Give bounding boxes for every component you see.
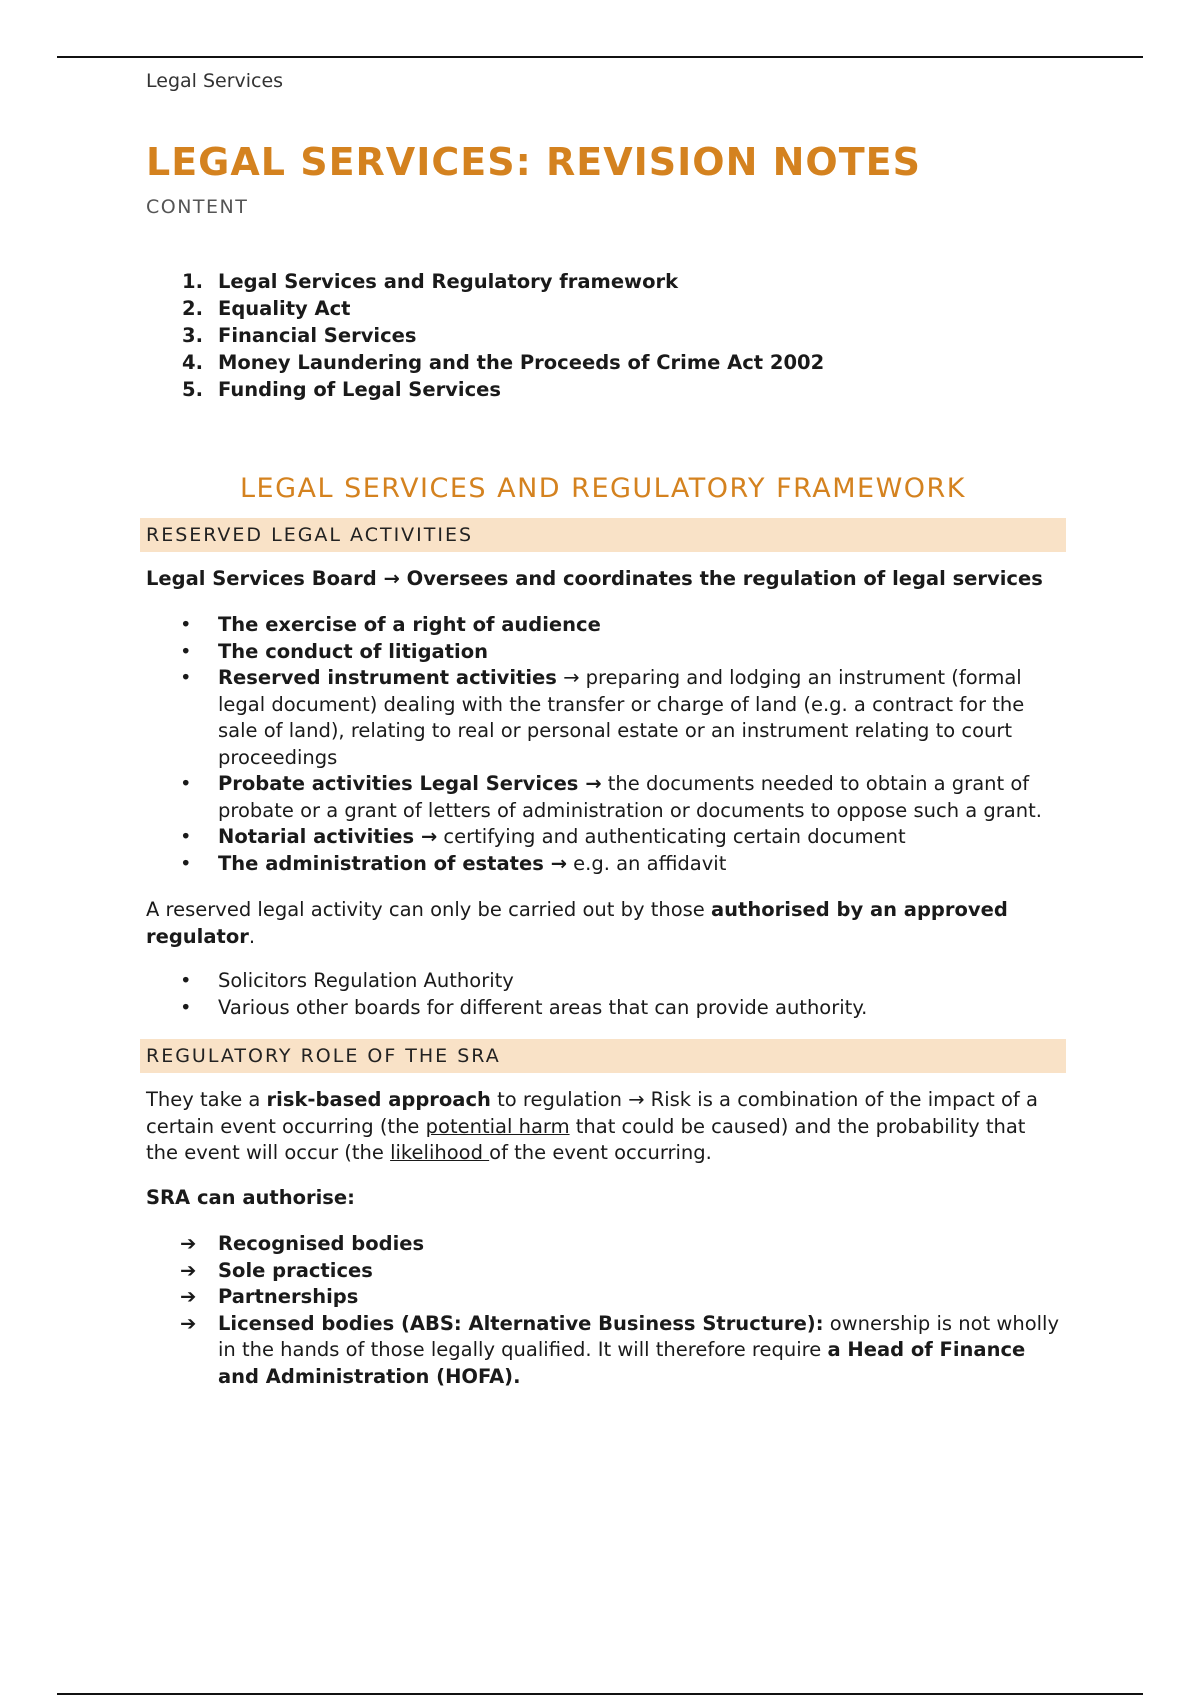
document-body [146, 140, 1060, 1390]
list-item: ➔ Sole practices [146, 1258, 1060, 1285]
reserved-paragraph: A reserved legal activity can only be carried out by those authorised by an approved regulator. [146, 898, 1008, 948]
sra-can-heading: SRA can authorise: [146, 1185, 355, 1209]
list-item: • The exercise of a right of audience [146, 612, 1060, 639]
toc-item: 1. Legal Services and Regulatory framework [182, 269, 679, 293]
lsb-paragraph: Legal Services Board → Oversees and coordinates the regulation of legal services [146, 566, 1043, 590]
subsection-banner-sra: REGULATORY ROLE OF THE SRA [140, 1039, 1066, 1073]
list-item: • Solicitors Regulation Authority [146, 968, 1060, 995]
list-item: • Reserved instrument activities → preparing and lodging an instrument (formal legal document) dealing with the transfer or charge of land (e.g. a contract for the sale of land), relating to real or personal estate or an instrument relating to court proceedings [146, 665, 1060, 771]
running-header: Legal Services [146, 70, 284, 92]
regulators-list [146, 968, 1060, 1021]
reserved-activities-list [146, 612, 1060, 877]
list-item: ➔ Partnerships [146, 1284, 1060, 1311]
list-item: • Probate activities Legal Services → the documents needed to obtain a grant of probate or a grant of letters of administration or documents to oppose such a grant. [146, 771, 1060, 824]
toc-item: 4. Money Laundering and the Proceeds of Crime Act 2002 [182, 350, 825, 374]
risk-paragraph: They take a risk-based approach to regulation → Risk is a combination of the impact of a certain event occurring (the potential harm that could be caused) and the probability that the event will occur (the likelihood of the event occurring. [146, 1088, 1038, 1165]
list-item: ➔ Licensed bodies (ABS: Alternative Business Structure): ownership is not wholly in the hands of those legally qualified. It will therefore require a Head of Finance and Administration (HOFA). [146, 1311, 1060, 1391]
document-subtitle: CONTENT [146, 195, 249, 218]
list-item: • Various other boards for different areas that can provide authority. [146, 995, 1060, 1022]
subsection-banner-reserved: RESERVED LEGAL ACTIVITIES [140, 518, 1066, 552]
table-of-contents [146, 268, 1060, 403]
list-item: • The administration of estates → e.g. an affidavit [146, 851, 1060, 878]
toc-item: 5. Funding of Legal Services [182, 377, 501, 401]
list-item: • Notarial activities → certifying and authenticating certain document [146, 824, 1060, 851]
bottom-rule [57, 1693, 1143, 1695]
section-heading: LEGAL SERVICES AND REGULATORY FRAMEWORK [239, 472, 967, 504]
list-item: • The conduct of litigation [146, 639, 1060, 666]
document-title: LEGAL SERVICES: REVISION NOTES [146, 140, 921, 184]
toc-item: 3. Financial Services [182, 323, 417, 347]
top-rule [57, 56, 1143, 58]
toc-item: 2. Equality Act [182, 296, 351, 320]
sra-bodies-list [146, 1231, 1060, 1390]
list-item: ➔ Recognised bodies [146, 1231, 1060, 1258]
